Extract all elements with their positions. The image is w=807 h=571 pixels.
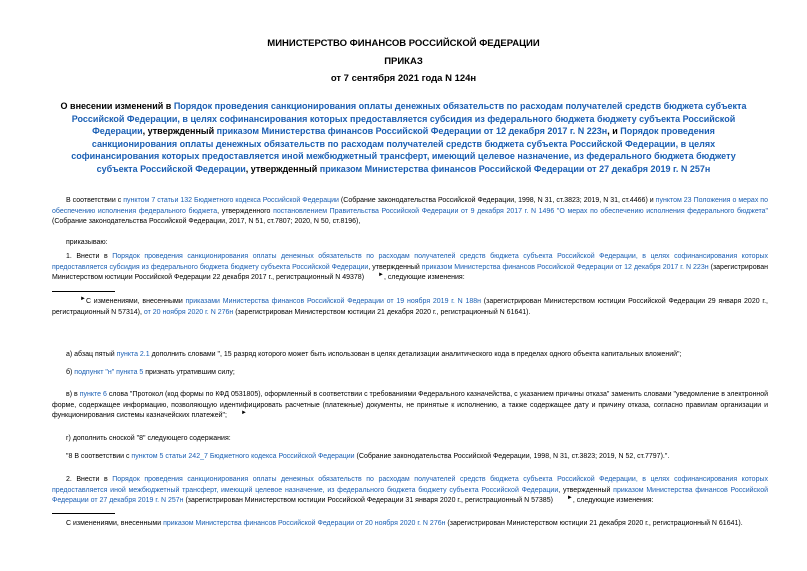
quote8-text-1: "8 В соответствии с (66, 453, 132, 460)
subitem-g: г) дополнить сноской "8" следующего содержания: (66, 435, 231, 442)
footnote1-text-1: С изменениями, внесенными (85, 298, 186, 305)
link-order-257n[interactable]: приказом Министерства финансов Российской Федерации от 27 декабря 2019 г. N 257н (319, 163, 711, 174)
subitem-b (52, 368, 768, 379)
link-orders-188n[interactable]: приказами Министерства финансов Российской Федерации от 19 ноября 2019 г. N 188н (185, 298, 482, 305)
item2-text-3: (зарегистрирован Министерством юстиции Российской Федерации 31 января 2020 г., регистрационный N 57385) (183, 497, 553, 504)
item1-text-1: 1. Внести в (66, 253, 113, 260)
preamble-text-1: В соответствии с (66, 197, 124, 204)
item-1: 1. Внести в Порядок проведения санкционирования оплаты денежных обязательств по расходам получателей средств бюджета субъекта Российской Федерации, в целях софинансирования которых предоставляется субсидия из федерального бюджета бюджету субъекта Российской Федерации, утвержденный приказом Министерства финансов Российской Федерации от 12 декабря 2017 г. N 223н (зарегистрирован Министерством юстиции Российской Федерации 22 декабря 2017 г., регистрационный N 49378) ►, следующие изменения: (52, 253, 769, 281)
order-word: приказываю: (66, 239, 108, 246)
sub-b-text-1: б) (66, 369, 75, 376)
document-title (52, 100, 755, 175)
footnote-1: ►С изменениями, внесенными приказами Министерства финансов Российской Федерации от 19 ноября 2019 г. N 188н (зарегистрирован Министерством юстиции Российской Федерации 29 января 2020 г., регистрационный N 57314), от 20 ноября 2020 г. N 276н (зарегистрирован Министерством юстиции 21 декабря 2020 г., регистрационный N 61641). (52, 295, 768, 316)
link-item1-order-223n[interactable]: приказом Министерства финансов Российской Федерации от 12 декабря 2017 г. N 223н (421, 263, 709, 271)
footnote-8-quote (52, 452, 768, 463)
link-item1-procedure[interactable]: Порядок проведения санкционирования оплаты денежных обязательств по расходам получателей средств бюджета субъекта Российской Федерации, в целях софинансирования которых предоставляется субсидия из федерального бюджета бюджету субъекта Российской Федерации (52, 253, 769, 271)
subitem-v: в) в пункте 6 слова "Протокол (код формы по КФД 0531805), оформленный в соответствии с требованиями Федерального казначейства, с указанием причины отказа" заменить словами "уведомление в электронной форме, содержащее информацию, позволяющую идентифицировать расчетные (платежные) документы, не принятые к исполнению, а также содержащее дату и причину отказа, согласно правилам организации и функционирования системы казначейских платежей"; ► (52, 391, 768, 419)
footnote-2 (52, 519, 768, 530)
title-text-1: О внесении изменений в (60, 101, 174, 111)
preamble-text-2: (Собрание законодательства Российской Федерации, 1998, N 31, ст.3823; 2019, N 31, ст.4466) и (338, 197, 656, 204)
link-procedure-257n[interactable]: Порядок проведения санкционирования оплаты денежных обязательств по расходам получателей средств бюджета субъекта Российской Федерации, в целях софинансирования которых предоставляется иной межбюджетный трансферт, имеющий целевое назначение, из федерального бюджета бюджету субъекта Российской Федерации (71, 126, 736, 174)
link-subclause-n-5[interactable]: подпункт "н" пункта 5 (74, 369, 144, 376)
document-type: ПРИКАЗ (384, 56, 423, 67)
item2-text-1: 2. Внести в (66, 476, 113, 483)
link-order-276n-2[interactable]: приказом Министерства финансов Российской Федерации от 20 ноября 2020 г. N 276н (163, 520, 446, 527)
item2-text-2: , утвержденный (558, 486, 614, 494)
footnote1-text-2: (зарегистрирован Министерством юстиции Российской Федерации 29 января 2020 г., регистрационный N 57314), (52, 298, 768, 316)
link-clause-6[interactable]: пункте 6 (79, 391, 107, 398)
title-text-4: , утвержденный (245, 163, 320, 174)
sub-v-text-2: слова "Протокол (код формы по КФД 0531805), оформленный в соответствии с требованиями Федерального казначейства, с указанием причины отказа" заменить словами "уведомление в электронной форме, содержащее информацию, позволяющую идентифицировать расчетные (платежные) документы, не принятые к исполнению, а также содержащее дату и причину отказа, согласно правилам организации и функционирования системы казначейских платежей"; (52, 391, 768, 419)
sub-a-text-2: дополнить словами ", 15 разряд которого может быть использован в целях детализации аналитического кода в пределах одного объекта капитальных вложений"; (149, 351, 682, 358)
footnote2-text-2: (зарегистрирован Министерством юстиции 21 декабря 2020 г., регистрационный N 61641). (445, 520, 743, 527)
sub-v-text-1: в) в (66, 391, 80, 398)
footnote-divider (52, 291, 115, 292)
quote8-text-2: (Собрание законодательства Российской Федерации, 1998, N 31, ст.3823; 2019, N 52, ст.7797).". (354, 453, 670, 460)
title-text-3: , и (607, 126, 621, 136)
item1-text-2: , утвержденный (368, 263, 422, 271)
link-clause-2-1[interactable]: пункта 2.1 (116, 351, 150, 358)
link-item2-procedure[interactable]: Порядок проведения санкционирования оплаты денежных обязательств по расходам получателей средств бюджета субъекта Российской Федерации, в целях софинансирования которых предоставляется иной межбюджетный трансферт, имеющий целевое назначение, из федерального бюджета бюджету субъекта Российской Федерации (52, 476, 769, 494)
link-regulation-23[interactable]: пунктом 23 Положения о мерах по обеспечению исполнения федерального бюджета (52, 197, 768, 215)
footnote-divider-2 (52, 513, 115, 514)
title-text-2: , утвержденный (142, 126, 217, 136)
link-budget-code-242-7[interactable]: пунктом 5 статьи 242_7 Бюджетного кодекса Российской Федерации (131, 453, 355, 460)
footnote1-text-3: (зарегистрирован Министерством юстиции 21 декабря 2020 г., регистрационный N 61641). (233, 308, 531, 316)
link-order-223n[interactable]: приказом Министерства финансов Российской Федерации от 12 декабря 2017 г. N 223н (216, 126, 608, 136)
link-item2-order-257n[interactable]: приказом Министерства финансов Российской Федерации от 27 декабря 2019 г. N 257н (52, 486, 769, 504)
item1-text-3: (зарегистрирован Министерством юстиции Российской Федерации 22 декабря 2017 г., регистрационный N 49378) (52, 263, 768, 281)
footnote2-text-1: С изменениями, внесенными (66, 520, 164, 527)
preamble (52, 196, 768, 228)
ministry-heading: МИНИСТЕРСТВО ФИНАНСОВ РОССИЙСКОЙ ФЕДЕРАЦИИ (267, 38, 540, 49)
sub-a-text-1: а) абзац пятый (66, 351, 117, 358)
link-procedure-223n[interactable]: Порядок проведения санкционирования оплаты денежных обязательств по расходам получателей средств бюджета субъекта Российской Федерации, в целях софинансирования которых предоставляется субсидия из федерального бюджета бюджету субъекта Российской Федерации (71, 101, 747, 136)
date-number: от 7 сентября 2021 года N 124н (330, 73, 477, 84)
subitem-a (52, 350, 768, 361)
item-2: 2. Внести в Порядок проведения санкционирования оплаты денежных обязательств по расходам получателей средств бюджета субъекта Российской Федерации, в целях софинансирования которых предоставляется иной межбюджетный трансферт, имеющий целевое назначение, из федерального бюджета бюджету субъекта Российской Федерации, утвержденный приказом Министерства финансов Российской Федерации от 27 декабря 2019 г. N 257н (зарегистрирован Министерством юстиции Российской Федерации 31 января 2020 г., регистрационный N 57385) ►, следующие изменения: (52, 476, 769, 504)
item1-text-4: , следующие изменения: (383, 274, 465, 281)
item2-text-4: , следующие изменения: (572, 497, 654, 504)
link-order-276n[interactable]: от 20 ноября 2020 г. N 276н (143, 308, 234, 316)
preamble-text-4: (Собрание законодательства Российской Федерации, 2017, N 51, ст.7807; 2020, N 50, ст.8196), (52, 218, 361, 225)
link-resolution-1496[interactable]: постановлением Правительства Российской Федерации от 9 декабря 2017 г. N 1496 "О мерах по обеспечению исполнения федерального бюджета" (273, 207, 768, 215)
preamble-text-3: , утвержденного (217, 207, 274, 215)
sub-b-text-2: признать утратившим силу; (143, 369, 235, 376)
link-budget-code-132[interactable]: пунктом 7 статьи 132 Бюджетного кодекса Российской Федерации (123, 197, 339, 204)
